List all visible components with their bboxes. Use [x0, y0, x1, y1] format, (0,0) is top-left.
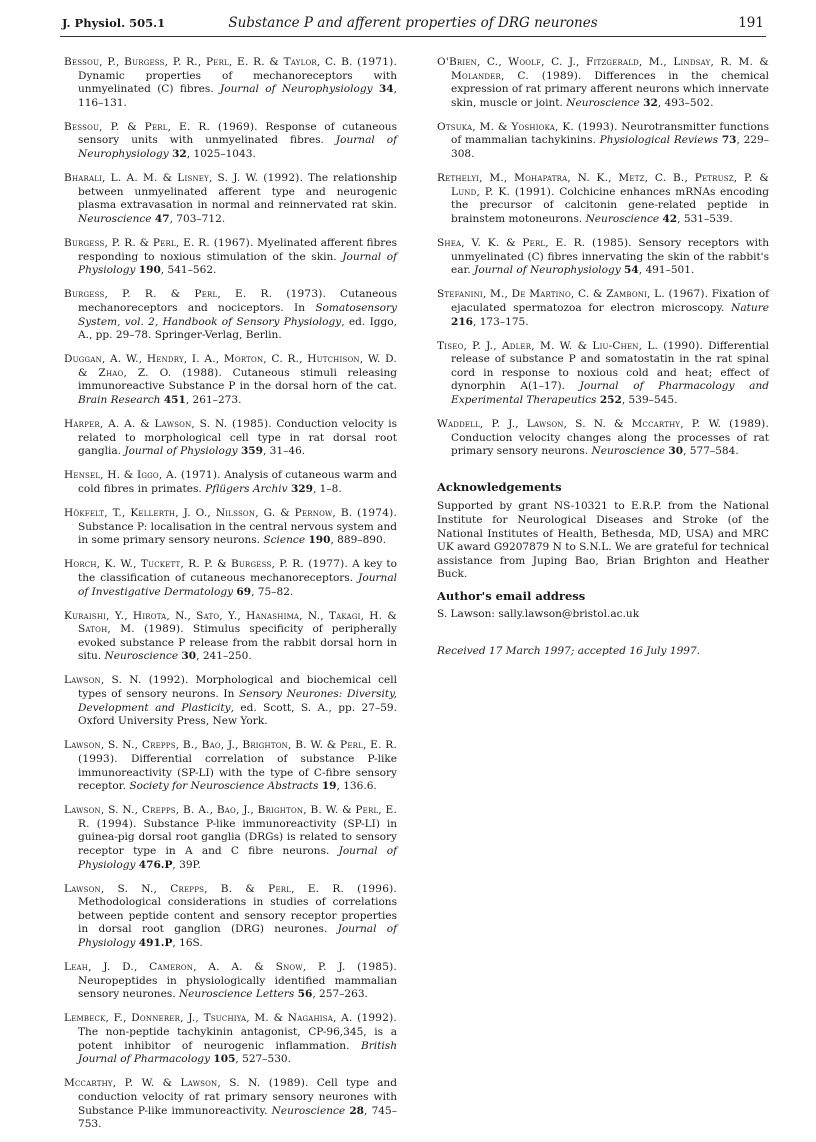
- reference-volume: 190: [308, 534, 331, 547]
- reference-pages: , 703–712.: [169, 212, 226, 225]
- reference-pages: , 116–131.: [78, 83, 397, 109]
- reference-title: Colchicine enhances mRNAs encoding the precursor of calcitonin gene-related peptide in brainstem motoneurons.: [451, 185, 769, 225]
- reference-authors: Shea, V. K. & Perl, E. R. (1985).: [437, 237, 632, 250]
- reference-title: Analysis of cutaneous warm and cold fibres in primates.: [78, 469, 397, 495]
- reference-item: [64, 739, 397, 793]
- reference-volume: 69: [236, 585, 252, 598]
- reference-volume: 54: [624, 264, 639, 277]
- reference-pages: , 136.6.: [336, 780, 377, 793]
- reference-item: [64, 353, 397, 407]
- reference-authors: Burgess, P. R. & Perl, E. R. (1973).: [64, 288, 327, 301]
- reference-authors: Lawson, S. N., Crepps, B., Bao, J., Brighton, B. W. & Perl, E. R. (1993).: [64, 739, 397, 765]
- reference-authors: Duggan, A. W., Hendry, I. A., Morton, C. R., Hutchison, W. D. & Zhao, Z. O. (1988).: [64, 353, 397, 379]
- reference-item: [64, 1012, 397, 1066]
- reference-title: Response of cutaneous sensory units with unmyelinated fibres.: [78, 120, 398, 147]
- reference-journal: Neuroscience: [585, 212, 660, 225]
- reference-title: Substance P: localisation in the central nervous system and in some primary sensory neurons.: [78, 520, 397, 547]
- reference-list-right: [437, 56, 769, 459]
- reference-column-right: [437, 56, 769, 659]
- reference-item: [64, 237, 397, 278]
- reference-title: Substance P-like immunoreactivity (SP-LI) in guinea-pig dorsal root ganglia (DRGs) is related to sensory receptor type in A and C fibre neurons.: [78, 817, 397, 857]
- reference-title: The relationship between unmyelinated afferent type and neurogenic plasma extravasation in normal and reinnervated rat skin.: [78, 172, 397, 212]
- reference-journal: Neuroscience Letters: [178, 988, 295, 1001]
- reference-authors: O'Brien, C., Woolf, C. J., Fitzgerald, M., Lindsay, R. M. & Molander, C. (1989).: [437, 56, 769, 82]
- reference-authors: Kuraishi, Y., Hirota, N., Sato, Y., Hanashima, N., Takagi, H. & Satoh, M. (1989).: [64, 609, 397, 636]
- reference-title: Myelinated afferent fibres responding to noxious stimulation of the skin.: [78, 237, 397, 263]
- reference-item: [64, 121, 397, 162]
- reference-title: Morphological and biochemical cell types of sensory neurons. In: [78, 674, 397, 701]
- reference-item: [64, 610, 397, 664]
- reference-authors: Burgess, P. R. & Perl, E. R. (1967).: [64, 237, 254, 250]
- reference-pages: , 745–753.: [78, 1104, 397, 1131]
- reference-item: [437, 237, 769, 278]
- author-email: S. Lawson: sally.lawson@bristol.ac.uk: [437, 607, 640, 620]
- reference-title: Methodological considerations in studies of correlations between peptide content and sensory receptor properties in dorsal root ganglion (DRG) neurones.: [78, 896, 397, 936]
- reference-journal: Journal of Physiology: [78, 923, 397, 950]
- received-dates: Received 17 March 1997; accepted 16 July 1997.: [437, 645, 701, 658]
- reference-volume: 451: [163, 393, 186, 406]
- reference-volume: 252: [599, 393, 622, 406]
- reference-authors: Lawson, S. N., Crepps, B. & Perl, E. R. (1996).: [64, 882, 397, 895]
- reference-title: Neuropeptides in physiologically identified mammalian sensory neurones.: [78, 974, 397, 1001]
- reference-item: [64, 558, 397, 599]
- reference-item: [437, 172, 769, 226]
- reference-journal: Neuroscience: [566, 96, 640, 109]
- reference-journal: Journal of Physiology: [124, 445, 238, 458]
- reference-volume: 190: [138, 264, 161, 277]
- reference-journal: Journal of Neurophysiology: [474, 264, 621, 277]
- reference-item: [64, 172, 397, 226]
- reference-item: [64, 961, 397, 1002]
- reference-title: Differences in the chemical expression of rat primary afferent neurons which innervate skin, muscle or joint.: [451, 69, 769, 109]
- reference-pages: , 173–175.: [473, 315, 529, 328]
- reference-volume: 32: [643, 96, 658, 109]
- reference-journal: Science: [263, 534, 306, 547]
- reference-volume: 476.P: [138, 858, 173, 871]
- reference-pages: , 261–273.: [185, 393, 242, 406]
- reference-title: Conduction velocity changes along the processes of rat primary sensory neurons.: [451, 431, 769, 458]
- reference-title: Dynamic properties of mechanoreceptors with unmyelinated (C) fibres.: [78, 69, 397, 96]
- reference-volume: 73: [721, 134, 737, 147]
- reference-pages: , 889–890.: [330, 534, 387, 547]
- reference-pages: , 229–308.: [451, 134, 770, 161]
- reference-journal: Somatosensory System, vol. 2, Handbook of Sensory Physiology: [78, 301, 397, 328]
- reference-journal: Society for Neuroscience Abstracts: [129, 780, 319, 793]
- acknowledgements-text: Supported by grant NS-10321 to E.R.P. from the National Institute for Neurological Diseases and Stroke (of the National Institutes of Health, Bethesda, MD, USA) and MRC UK award G9207879 N to S.N.L. We are grateful for technical assistance from Juping Bao, Brian Brighton and Heather Buck.: [437, 500, 769, 581]
- reference-authors: Horch, K. W., Tuckett, R. P. & Burgess, P. R. (1977).: [64, 558, 349, 571]
- reference-journal: Neuroscience: [271, 1104, 346, 1117]
- reference-journal: Pflügers Archiv: [205, 482, 288, 495]
- reference-volume: 30: [181, 650, 197, 663]
- reference-pages: , 257–263.: [312, 988, 368, 1001]
- reference-pages: , 577–584.: [683, 445, 739, 458]
- reference-title: Differential release of substance P and somatostatin in the rat spinal cord in response to noxious cold and heat; effect of dynorphin A(1–17).: [451, 339, 769, 393]
- reference-title: Fixation of ejaculated spermatozoa for electron microscopy.: [451, 288, 769, 314]
- running-title: Substance P and afferent properties of DRG neurones: [228, 15, 598, 31]
- reference-pages: , 75–82.: [251, 585, 294, 598]
- reference-item: [64, 418, 397, 459]
- reference-volume: 19: [321, 780, 337, 793]
- reference-volume: 491.P: [138, 937, 173, 950]
- reference-volume: 56: [297, 988, 313, 1001]
- reference-item: [437, 340, 769, 408]
- reference-pages: , 531–539.: [677, 212, 733, 225]
- reference-item: [437, 121, 769, 162]
- reference-authors: Tiseo, P. J., Adler, M. W. & Liu-Chen, L. (1990).: [437, 339, 704, 352]
- reference-item: [64, 804, 397, 872]
- reference-title: Sensory receptors with unmyelinated (C) fibres innervating the skin of the rabbit's ear.: [451, 237, 770, 277]
- reference-authors: Leah, J. D., Cameron, A. A. & Snow, P. J. (1985).: [64, 961, 397, 974]
- reference-item: [64, 507, 397, 548]
- reference-title: Cutaneous stimuli releasing immunoreactive Substance P in the dorsal horn of the cat.: [78, 366, 397, 393]
- reference-journal: Brain Research: [78, 393, 161, 406]
- reference-volume: 42: [662, 212, 678, 225]
- reference-authors: Hensel, H. & Iggo, A. (1971).: [64, 469, 221, 482]
- reference-title: Neurotransmitter functions of mammalian tachykinins.: [451, 120, 769, 147]
- reference-volume: 359: [240, 445, 263, 458]
- reference-title: The non-peptide tachykinin antagonist, CP-96,345, is a potent inhibitor of neurogenic inflammation.: [78, 1026, 397, 1052]
- reference-journal: Journal of Pharmacology and Experimental Therapeutics: [451, 380, 769, 406]
- reference-authors: Lembeck, F., Donnerer, J., Tsuchiya, M. & Nagahisa, A. (1992).: [64, 1012, 397, 1025]
- reference-journal: Neuroscience: [104, 650, 179, 663]
- reference-journal: Neuroscience: [591, 445, 666, 458]
- reference-item: [64, 56, 397, 110]
- reference-authors: Bessou, P. & Perl, E. R. (1969).: [64, 120, 258, 133]
- reference-volume: 329: [290, 482, 313, 495]
- reference-item: [64, 288, 397, 342]
- reference-journal: Neuroscience: [78, 212, 152, 225]
- reference-pages: , 541–562.: [160, 264, 217, 277]
- reference-item: [64, 469, 397, 496]
- reference-journal: Journal of Investigative Dermatology: [78, 571, 397, 598]
- reference-journal: Journal of Neurophysiology: [220, 83, 373, 96]
- reference-item: [437, 288, 769, 329]
- reference-pages: , 1025–1043.: [186, 148, 256, 161]
- journal-name: J. Physiol. 505.1: [62, 16, 166, 30]
- reference-pages: , 539–545.: [621, 393, 678, 406]
- reference-authors: Bessou, P., Burgess, P. R., Perl, E. R. & Taylor, C. B. (1971).: [64, 56, 397, 68]
- reference-journal: Journal of Physiology: [78, 250, 397, 277]
- reference-pages: , 31–46.: [262, 445, 306, 458]
- reference-pages: , ed. Iggo, A., pp. 29–78. Springer-Verlag, Berlin.: [78, 315, 397, 342]
- reference-journal: Journal of Physiology: [78, 845, 397, 871]
- reference-item: [64, 1077, 397, 1131]
- reference-item: [64, 674, 397, 728]
- reference-item: [437, 56, 769, 110]
- reference-journal: Sensory Neurones: Diversity, Development and Plasticity: [78, 688, 397, 714]
- reference-authors: Mccarthy, P. W. & Lawson, S. N. (1989).: [64, 1077, 309, 1090]
- page-number: 191: [738, 15, 764, 31]
- reference-volume: 34: [378, 83, 394, 96]
- reference-pages: , 1–8.: [312, 482, 342, 495]
- acknowledgements-heading: Acknowledgements: [437, 479, 562, 494]
- reference-column-left: [64, 56, 397, 1142]
- reference-title: Conduction velocity is related to morphological cell type in rat dorsal root ganglia.: [78, 418, 397, 458]
- reference-journal: Physiological Reviews: [599, 134, 719, 147]
- reference-authors: Rethelyi, M., Mohapatra, N. K., Metz, C. B., Petrusz, P. & Lund, P. K. (1991).: [437, 172, 769, 198]
- reference-authors: Waddell, P. J., Lawson, S. N. & Mccarthy, P. W. (1989).: [437, 418, 769, 431]
- reference-volume: 105: [213, 1053, 236, 1066]
- reference-authors: Lawson, S. N., Crepps, B. A., Bao, J., Brighton, B. W. & Perl, E. R. (1994).: [64, 804, 397, 830]
- reference-pages: , ed. Scott, S. A., pp. 27–59. Oxford University Press, New York.: [78, 701, 397, 728]
- reference-volume: 32: [172, 148, 187, 161]
- reference-volume: 30: [668, 445, 684, 458]
- reference-title: Cutaneous mechanoreceptors and nociceptors. In: [78, 288, 397, 314]
- reference-journal: Nature: [731, 301, 769, 314]
- reference-pages: , 493–502.: [657, 96, 714, 109]
- reference-authors: Hökfelt, T., Kellerth, J. O., Nilsson, G. & Pernow, B. (1974).: [64, 507, 397, 520]
- reference-journal: British Journal of Pharmacology: [78, 1039, 397, 1066]
- reference-journal: Journal of Neurophysiology: [78, 134, 397, 161]
- reference-title: Stimulus specificity of peripherally evoked substance P release from the rabbit dorsal horn in situ.: [78, 623, 397, 663]
- reference-title: Cell type and conduction velocity of rat primary sensory neurones with Substance P-like immunoreactivity.: [78, 1077, 397, 1117]
- reference-volume: 28: [349, 1104, 365, 1117]
- email-heading: Author's email address: [437, 589, 586, 603]
- reference-pages: , 39P.: [172, 858, 201, 871]
- reference-authors: Harper, A. A. & Lawson, S. N. (1985).: [64, 418, 272, 431]
- reference-volume: 47: [154, 212, 170, 225]
- reference-authors: Otsuka, M. & Yoshioka, K. (1993).: [437, 120, 618, 133]
- running-header: [60, 14, 766, 37]
- reference-volume: 216: [451, 315, 474, 328]
- reference-authors: Lawson, S. N. (1992).: [64, 674, 189, 687]
- reference-title: Differential correlation of substance P-like immunoreactivity (SP-LI) with the type of C-fibre sensory receptor.: [78, 752, 397, 793]
- reference-pages: , 16S.: [172, 937, 203, 950]
- reference-pages: , 241–250.: [196, 650, 252, 663]
- reference-item: [64, 883, 397, 951]
- reference-item: [437, 418, 769, 459]
- reference-pages: , 491–501.: [638, 264, 695, 277]
- reference-title: A key to the classification of cutaneous mechanoreceptors.: [78, 558, 397, 584]
- reference-pages: , 527–530.: [235, 1053, 291, 1066]
- reference-authors: Bharali, L. A. M. & Lisney, S. J. W. (1992).: [64, 172, 304, 185]
- reference-authors: Stefanini, M., De Martino, C. & Zamboni, L. (1967).: [437, 288, 709, 301]
